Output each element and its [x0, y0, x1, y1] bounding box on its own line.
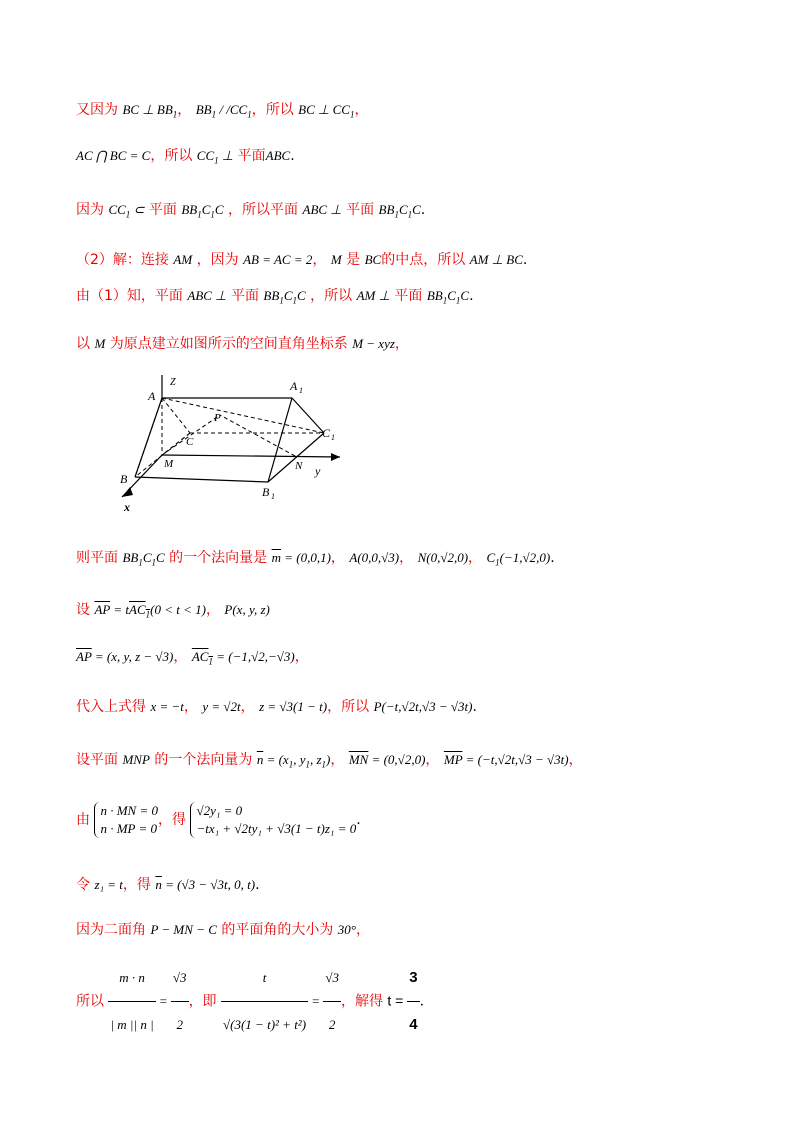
text-segment: ， — [240, 699, 255, 715]
text-segment: 设平面 — [76, 752, 118, 768]
answer-variable: t = — [387, 992, 408, 1009]
text-segment: ， — [183, 699, 198, 715]
text-segment: ， — [425, 752, 440, 768]
math-expression: z₁ = t — [94, 877, 123, 892]
math-expression: AM ⊥ — [356, 288, 390, 303]
fraction-sqrt3-over-2: $\frac{√3}{2}$ — [323, 955, 341, 1048]
text-line-2 — [76, 146, 295, 171]
math-expression: $BB_1C_1C$ — [181, 202, 224, 220]
math-expression: P − MN − C — [150, 922, 217, 937]
text-segment: ， — [355, 922, 370, 938]
text-line-8 — [76, 600, 270, 625]
text-segment: 是 — [346, 252, 361, 268]
label-A1-sub: 1 — [299, 386, 303, 395]
label-C1-sub: 1 — [331, 433, 335, 442]
text-segment: ， — [312, 252, 327, 268]
label-Z: Z — [170, 377, 176, 388]
text-segment: ， — [330, 752, 345, 768]
period: . — [290, 148, 295, 164]
math-expression: BC ⊥ $CC_1$ — [298, 102, 355, 120]
text-segment: 所以 — [76, 993, 104, 1010]
math-expression: $CC_1$ ⊥ — [196, 148, 234, 166]
math-expression: $BB_1C_1C$ — [426, 288, 470, 306]
text-segment: 平面 — [230, 288, 259, 304]
text-segment: ，所以平面 — [228, 202, 299, 218]
label-B1: B — [262, 485, 270, 499]
fraction-t-over-root: $\frac{t}{\text{√(3(1 − t)² + t²)}}$ — [221, 955, 308, 1048]
edge-A1-B1 — [268, 398, 292, 482]
equals: = — [308, 993, 324, 1009]
math-expression: $AC_1 = (-1,√2,-√3)$ — [191, 649, 295, 667]
label-B: B — [120, 472, 128, 486]
math-expression: ABC ⊥ — [187, 288, 227, 303]
math-expression: AB = AC = 2 — [243, 252, 313, 267]
edge-N-P — [220, 415, 295, 456]
math-expression: $\overline{MN} = (0,√2,0)$ — [348, 752, 426, 767]
text-segment: 因为 — [76, 202, 104, 218]
math-expression: 30° — [337, 922, 356, 937]
label-P: P — [214, 412, 221, 424]
text-line-5 — [76, 286, 474, 311]
text-segment: ， — [399, 550, 414, 566]
math-expression: ABC — [265, 148, 291, 163]
text-segment: ， — [294, 649, 309, 665]
period: . — [419, 993, 425, 1010]
text-segment: 以 — [76, 336, 90, 352]
x-arrow-icon — [122, 487, 133, 497]
period: . — [522, 252, 528, 268]
math-expression: P(−t,√2t,√3 − √3t) — [373, 699, 473, 714]
text-segment: 的中点，所以 — [381, 252, 466, 268]
math-expression: $C_1(-1,√2,0)$ — [486, 550, 551, 568]
math-expression: AM ⊥ BC — [469, 252, 523, 267]
math-expression: $\overline{AP} = tAC_1(0 < t < 1)$ — [94, 602, 206, 620]
edge-B-B1 — [135, 477, 268, 482]
period: . — [356, 812, 361, 828]
math-expression: x = −t — [150, 699, 184, 714]
text-segment: ，所以 — [310, 288, 353, 304]
text-segment: ，所以 — [327, 699, 370, 715]
math-expression: $BB_1C_1C$ — [378, 202, 421, 220]
text-line-6 — [76, 334, 409, 354]
label-M: M — [164, 458, 174, 470]
text-segment: 由（1）知，平面 — [76, 288, 183, 304]
label-C1: C — [322, 426, 331, 440]
math-expression: z = √3(1 − t) — [259, 699, 328, 714]
y-arrow-icon — [331, 453, 340, 461]
text-line-11 — [76, 750, 583, 775]
text-segment: ，因为 — [196, 252, 239, 268]
label-A: A — [148, 389, 156, 403]
label-x: x — [124, 500, 130, 514]
text-line-10 — [76, 697, 477, 717]
text-segment: 平面 — [394, 288, 423, 304]
math-expression: A(0,0,√3) — [349, 550, 400, 565]
fraction-answer: $\frac{3}{4}$ — [407, 955, 419, 1048]
math-expression: $CC_1$ ⊂ — [108, 202, 145, 220]
math-expression: $BB_1 / /CC_1$ — [195, 102, 252, 120]
text-segment: ，所以 — [150, 148, 193, 164]
label-B1-sub: 1 — [271, 492, 275, 501]
edge-A1-C1 — [292, 398, 324, 433]
text-segment: 由 — [76, 812, 90, 828]
equation-system-2: √2y₁ = 0 −tx₁ + √2ty₁ + √3(1 − t)z₁ = 0 — [190, 802, 356, 838]
math-expression: ABC ⊥ — [302, 202, 342, 217]
label-C: C — [186, 436, 194, 448]
text-segment: （2）解：连接 — [76, 252, 169, 268]
equation-system-1: n · MN = 0 n · MP = 0 — [94, 802, 158, 838]
math-expression: MNP — [122, 752, 150, 767]
text-line-1 — [76, 100, 368, 125]
math-expression: M — [330, 252, 342, 267]
math-expression: N(0,√2,0) — [417, 550, 469, 565]
math-expression: M − xyz — [352, 336, 395, 351]
text-line-15 — [76, 955, 424, 1048]
math-expression: BC — [364, 252, 382, 267]
text-line-7 — [76, 548, 555, 573]
text-segment: 为原点建立如图所示的空间直角坐标系 — [109, 336, 348, 352]
math-expression: y = √2t — [202, 699, 241, 714]
text-segment: ， — [354, 102, 369, 118]
text-line-13 — [76, 875, 260, 895]
fraction-sqrt3-over-2: $\frac{√3}{2}$ — [171, 955, 189, 1048]
text-segment: ，所以 — [251, 102, 294, 118]
period: . — [469, 288, 474, 304]
math-expression: $BB_1C_1C$ — [122, 550, 165, 568]
math-expression: $\overline{n} = (√3 - √3t$, 0, t) — [155, 877, 256, 892]
text-line-14 — [76, 920, 370, 940]
math-expression: AM — [173, 252, 193, 267]
text-segment: ，即 — [188, 993, 217, 1010]
math-expression: $\overline{m} = (0,0,1)$ — [271, 550, 331, 565]
edge-M-P — [162, 415, 220, 455]
text-segment: ， — [568, 752, 583, 768]
text-segment: 平面 — [148, 202, 177, 218]
text-segment: 平面 — [346, 202, 375, 218]
text-segment: ， — [330, 550, 345, 566]
fraction-cosine: $\frac{m \cdot n}{| m || n |}$ — [108, 955, 155, 1048]
math-expression: $\overline{n} = (x_1$, $y_1$, $z_1$) — [256, 752, 331, 770]
text-segment: 则平面 — [76, 550, 118, 566]
y-axis — [162, 455, 340, 457]
text-line-4 — [76, 250, 527, 270]
text-segment: 的一个法向量是 — [169, 550, 268, 566]
math-expression: $BB_1C_1C$ — [263, 288, 306, 306]
label-y: y — [315, 464, 321, 478]
text-segment: 平面 — [237, 148, 266, 164]
math-expression: P(x, y, z) — [224, 602, 270, 617]
prism-diagram — [110, 365, 360, 515]
period: . — [550, 550, 555, 566]
text-line-9 — [76, 647, 309, 672]
text-segment: ， — [173, 649, 188, 665]
math-expression: M — [94, 336, 106, 351]
text-segment: ，解得 — [340, 993, 383, 1010]
math-expression: AC ⋂ BC = C — [76, 148, 151, 163]
period: . — [255, 877, 260, 893]
text-segment: 因为二面角 — [76, 922, 146, 938]
text-segment: ， — [468, 550, 483, 566]
text-segment: 又因为 — [76, 102, 118, 118]
text-segment: ，得 — [157, 812, 186, 828]
text-segment: ， — [394, 336, 409, 352]
text-segment: 代入上式得 — [76, 699, 146, 715]
equals: = — [155, 993, 171, 1009]
period: . — [472, 699, 477, 715]
text-segment: ， — [205, 602, 220, 618]
text-segment: 的一个法向量为 — [154, 752, 253, 768]
text-segment: 设 — [76, 602, 90, 618]
text-segment: ， — [177, 102, 192, 118]
text-segment: ，得 — [122, 877, 151, 893]
text-line-12 — [76, 800, 361, 840]
period: . — [420, 202, 426, 218]
text-line-3 — [76, 200, 425, 225]
math-expression: $\overline{AP} = (x$, y, z − √3) — [76, 649, 174, 664]
text-segment: 令 — [76, 877, 90, 893]
math-expression: $\overline{MP} = (-t,√2t,√3 - √3t)$ — [443, 752, 569, 767]
text-segment: 的平面角的大小为 — [221, 922, 334, 938]
label-N: N — [295, 460, 303, 472]
math-expression: BC ⊥ $BB_1$ — [122, 102, 178, 120]
label-A1: A — [290, 379, 298, 393]
